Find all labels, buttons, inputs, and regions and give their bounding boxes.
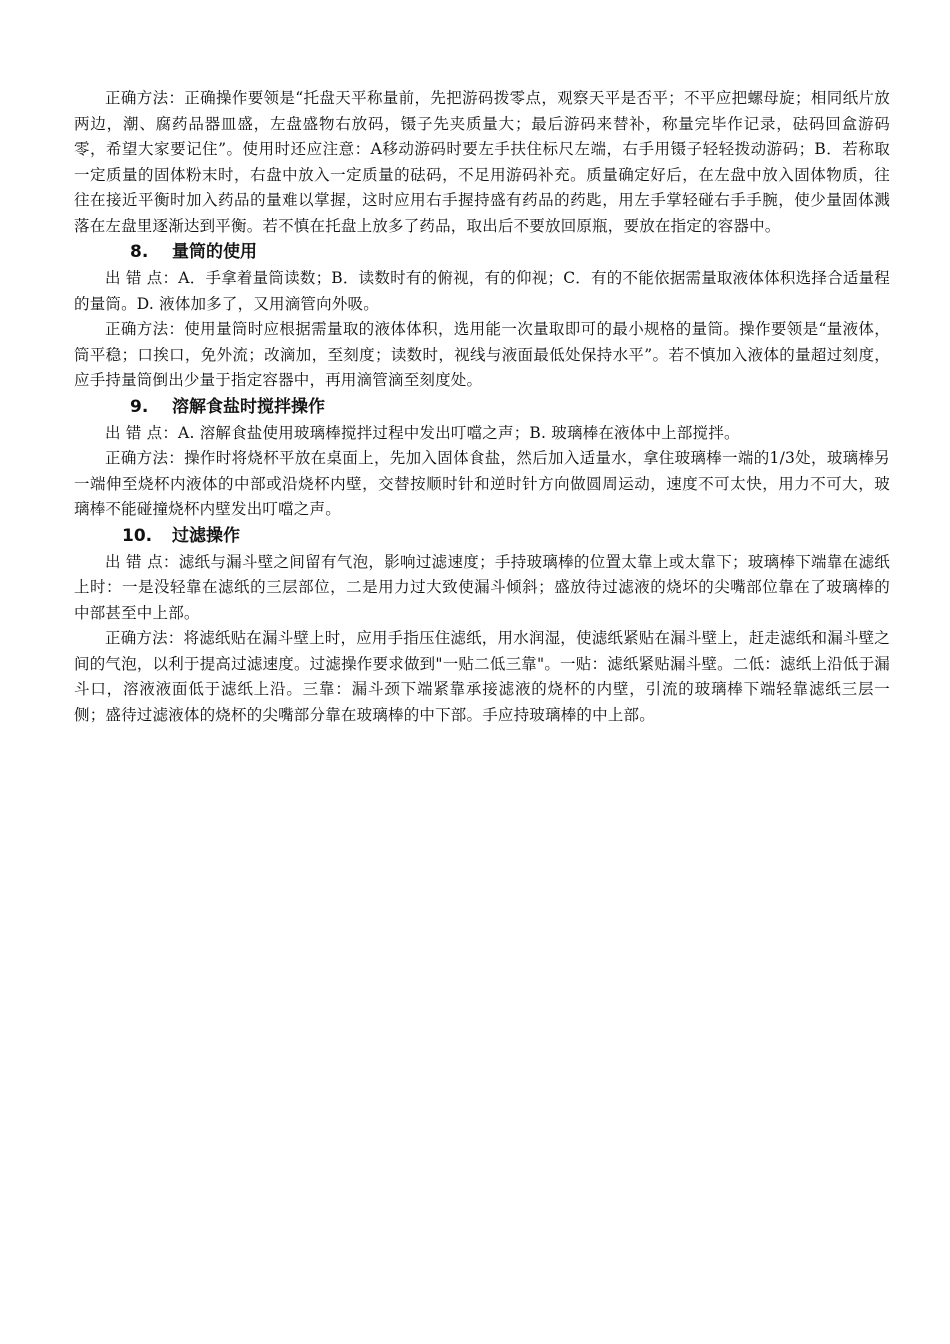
section-heading-stirring [74,394,890,421]
balance-correct-method: 正确方法：正确操作要领是“托盘天平称量前，先把游码拨零点，观察天平是否平；不平应把螺母旋；相同纸片放两边，潮、腐药品器皿盛，左盘盛物右放码，镊子先夹质量大；最后游码来替补，称量完毕作记录，砝码回盒游码零，希望大家要记住”。使用时还应注意：A移动游码时要左手扶住标尺左端，右手用镊子轻轻拨动游码；B．若称取一定质量的固体粉末时，右盘中放入一定质量的砝码，不足用游码补充。质量确定好后，在左盘中放入固体物质，往往在接近平衡时加入药品的量难以掌握，这时应用右手握持盛有药品的药匙，用左手掌轻碰右手手腕，使少量固体溅落在左盘里逐渐达到平衡。若不慎在托盘上放多了药品，取出后不要放回原瓶，要放在指定的容器中。 [74,89,890,235]
filtering-error-points: 出 错 点：滤纸与漏斗壁之间留有气泡，影响过滤速度；手持玻璃棒的位置太靠上或太靠下；玻璃棒下端靠在滤纸上时：一是没轻靠在滤纸的三层部位，二是用力过大致使漏斗倾斜；盛放待过滤液的烧坏的尖嘴部位靠在了玻璃棒的中部甚至中上部。 [74,552,890,622]
cylinder-correct-method: 正确方法：使用量筒时应根据需量取的液体体积，选用能一次量取即可的最小规格的量筒。操作要领是“量液体，筒平稳；口挨口，免外流；改滴加，至刻度；读数时，视线与液面最低处保持水平”。若不慎加入液体的量超过刻度，应手持量筒倒出少量于指定容器中，再用滴管滴至刻度处。 [74,320,890,389]
section-heading-filtering [74,523,890,550]
section-title: 溶解食盐时搅拌操作 [172,396,325,417]
stirring-error-points: 出 错 点：A. 溶解食盐使用玻璃棒搅拌过程中发出叮噹之声；B. 玻璃棒在液体中上部搅拌。 [105,423,740,442]
section-heading-cylinder [74,239,890,266]
section-title: 过滤操作 [172,525,240,546]
section-title: 量筒的使用 [172,242,257,262]
section-number: 8. [130,242,149,262]
section-number: 9. [130,396,149,417]
stirring-correct-method: 正确方法：操作时将烧杯平放在桌面上，先加入固体食盐，然后加入适量水，拿住玻璃棒一端的1/3处，玻璃棒另一端伸至烧杯内液体的中部或沿烧杯内壁，交替按顺时针和逆时针方向做圆周运动，速度不可太快，用力不可大，玻璃棒不能碰撞烧杯内壁发出叮噹之声。 [74,449,890,518]
cylinder-error-points: 出 错 点：A．手拿着量筒读数；B．读数时有的俯视，有的仰视；C．有的不能依据需量取液体体积选择合适量程的量筒。D. 液体加多了，又用滴管向外吸。 [74,269,890,313]
section-number: 10. [122,525,153,546]
filtering-correct-method: 正确方法：将滤纸贴在漏斗壁上时，应用手指压住滤纸，用水润湿，使滤纸紧贴在漏斗壁上，赶走滤纸和漏斗壁之间的气泡，以利于提高过滤速度。过滤操作要求做到"一贴二低三靠"。一贴：滤纸紧贴漏斗壁。二低：滤纸上沿低于漏斗口，溶液液面低于滤纸上沿。三靠：漏斗颈下端紧靠承接滤液的烧杯的内壁，引流的玻璃棒下端轻靠滤纸三层一侧；盛待过滤液体的烧杯的尖嘴部分靠在玻璃棒的中下部。手应持玻璃棒的中上部。 [74,629,891,724]
